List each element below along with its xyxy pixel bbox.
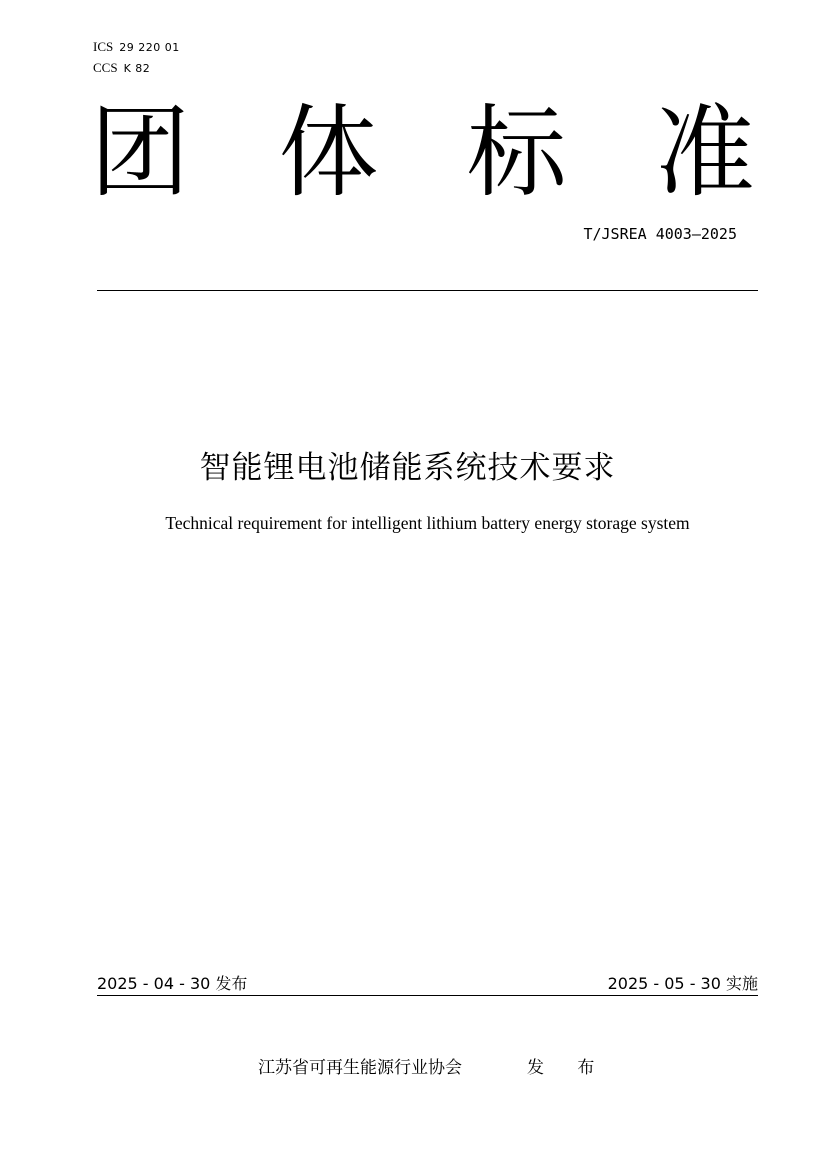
ics-value: 29 220 01 <box>119 41 180 54</box>
title-char: 标 <box>466 94 567 211</box>
title-char: 准 <box>654 94 755 211</box>
publish-label: 发 布 <box>527 1058 609 1078</box>
title-char: 团 <box>90 94 190 211</box>
document-title-cn: 智能锂电池储能系统技术要求 <box>199 450 616 486</box>
ics-label: ICS <box>93 39 114 54</box>
implement-date: 2025 - 05 - 30 实施 <box>607 974 758 993</box>
bottom-divider <box>97 995 758 996</box>
publisher-name: 江苏省可再生能源行业协会 <box>258 1058 462 1078</box>
ccs-code <box>93 61 150 76</box>
standard-number: T/JSREA 4003—2025 <box>583 225 737 243</box>
title-char: 体 <box>278 94 379 211</box>
ccs-label: CCS <box>93 60 118 75</box>
issue-date: 2025 - 04 - 30 发布 <box>97 974 248 993</box>
document-title-en: Technical requirement for intelligent lithium battery energy storage system <box>165 513 690 533</box>
ics-code <box>93 40 180 55</box>
standard-type-title <box>90 94 755 211</box>
top-divider <box>97 290 758 291</box>
ccs-value: K 82 <box>123 62 151 75</box>
